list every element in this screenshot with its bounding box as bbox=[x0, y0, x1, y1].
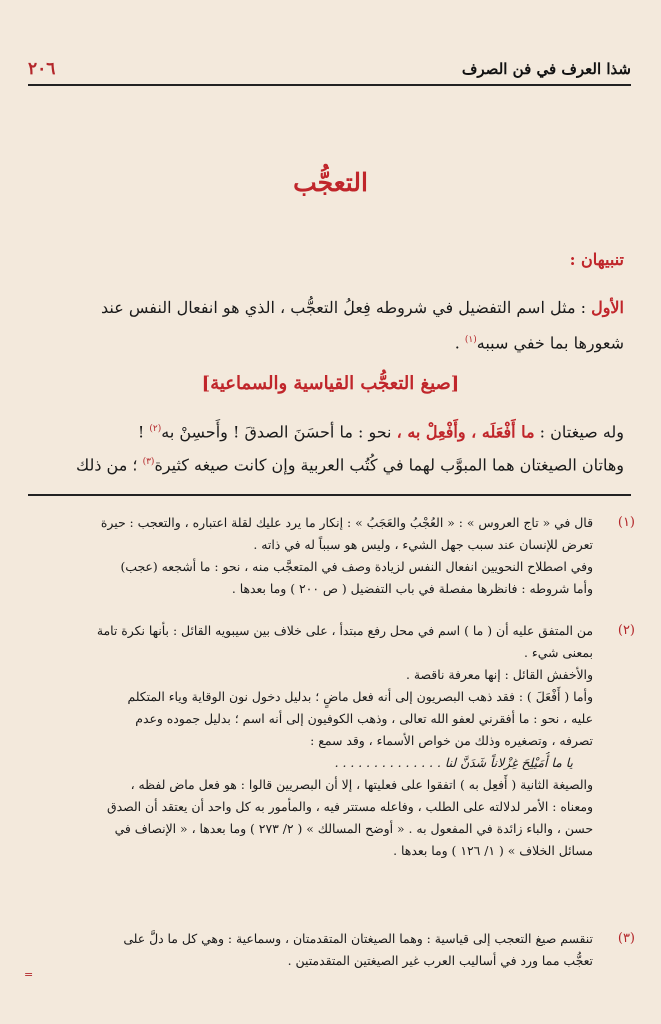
first-note-paragraph bbox=[24, 292, 624, 359]
footnote-3 bbox=[20, 928, 635, 972]
footnote-separator bbox=[28, 494, 631, 496]
body-line-1 bbox=[22, 414, 624, 447]
footnote-line: تصرفه ، وتصغيره وذلك من خواص الأسماء ، وقد سمع : bbox=[310, 733, 593, 748]
footnote-number: (١) bbox=[617, 515, 635, 530]
footnote-line: وفي اصطلاح النحويين انفعال النفس لزيادة وصف في المتعجَّب منه ، نحو : ما أشجعه (عجب) bbox=[120, 559, 593, 574]
footnote-number: (٣) bbox=[617, 931, 635, 946]
first-note-label: الأول bbox=[591, 298, 624, 317]
first-note-text-2: شعورها بما خفي سببه bbox=[476, 333, 624, 353]
footnote-line: بمعنى شيء . bbox=[523, 645, 593, 660]
footnote-ref-2[interactable]: (٢) bbox=[149, 424, 162, 434]
first-note-line-2 bbox=[24, 324, 624, 359]
footnote-line: حسن ، والباء زائدة في المفعول به . « أوضح المسالك » ( ٢/ ٢٧٣ ) وما بعدها ، « الإنصاف في bbox=[114, 821, 593, 836]
header-rule bbox=[28, 84, 631, 86]
verse-line: يا ما أُمَيْلِحَ غِزْلاناً شَدَنَّ لنا . . . . . . . . . . . . . . bbox=[334, 755, 573, 770]
body-line-2-end: ؛ من ذلك bbox=[75, 455, 143, 475]
running-header bbox=[28, 56, 631, 82]
notes-heading: تنبيهان : bbox=[569, 250, 624, 269]
footnote-1 bbox=[20, 512, 635, 600]
body-line-1-b: نحو : ما أحسَنَ الصدقَ ! وأَحسِنْ به bbox=[161, 422, 397, 442]
footnote-line: تنقسم صيغ التعجب إلى قياسية : وهما الصيغتان المتقدمتان ، وسماعية : وهي كل ما دلَّ على bbox=[123, 931, 593, 946]
first-note-line-1 bbox=[24, 292, 624, 324]
footnote-line: وأما ( أَفْعَلَ ) : فقد ذهب البصريون إلى أنه فعل ماضٍ ؛ بدليل دخول نون الوقاية وياء المتكلم bbox=[127, 689, 593, 704]
footnote-line: قال في « تاج العروس » : « العُجْبُ والعَجَبُ » : إنكار ما يرد عليك لقلة اعتباره ، والتعجب : حيرة bbox=[100, 515, 593, 530]
footnote-line: مسائل الخلاف » ( ١/ ١٢٦ ) وما بعدها . bbox=[393, 843, 593, 858]
margin-mark: = bbox=[24, 968, 34, 981]
footnote-line: والأخفش القائل : إنها معرفة ناقصة . bbox=[406, 667, 593, 682]
chapter-title: التعجُّب bbox=[293, 168, 368, 197]
footnote-number: (٢) bbox=[617, 623, 635, 638]
footnote-line: من المتفق عليه أن ( ما ) اسم في محل رفع مبتدأ ، على خلاف بين سيبويه القائل : بأنها نكرة تامة bbox=[96, 623, 593, 638]
running-title: شذا العرف في فن الصرف bbox=[461, 60, 631, 78]
footnote-ref-1[interactable]: (١) bbox=[464, 335, 477, 345]
footnote-2 bbox=[20, 620, 635, 862]
first-note-text: : مثل اسم التفضيل في شروطه فِعلُ التعجُّب ، الذي هو انفعال النفس عند bbox=[101, 298, 592, 317]
body-line-2 bbox=[22, 447, 624, 480]
footnote-line: عليه ، نحو : ما أفقرني لعفو الله تعالى ، وذهب الكوفيون إلى أنه اسم ؛ بدليل جموده وعدم bbox=[135, 711, 593, 726]
footnote-line: تعرض للإنسان عند سبب جهل الشيء ، وليس هو سبباً له في ذاته . bbox=[253, 537, 593, 552]
footnote-line: تعجُّب مما ورد في أساليب العرب غير الصيغتين المتقدمتين . bbox=[287, 953, 593, 968]
body-line-1-a: وله صيغتان : bbox=[534, 422, 624, 442]
section-heading: [صيغ التعجُّب القياسية والسماعية] bbox=[201, 373, 460, 394]
footnote-ref-3[interactable]: (٣) bbox=[142, 457, 155, 468]
footnote-line: وأما شروطه : فانظرها مفصلة في باب التفضيل ( ص ٢٠٠ ) وما بعدها . bbox=[231, 581, 593, 596]
body-line-2-text: وهاتان الصيغتان هما المبوَّب لهما في كُتُب العربية وإن كانت صيغه كثيرة bbox=[154, 455, 624, 475]
body-paragraph bbox=[22, 414, 624, 481]
footnote-line: والصيغة الثانية ( أَفعِل به ) اتفقوا على فعليتها ، إلا أن البصريين قالوا : هو فعل ماض لفظه ، bbox=[130, 777, 593, 792]
first-note-end: . bbox=[454, 333, 465, 353]
body-line-1-end: ! bbox=[137, 422, 150, 442]
body-forms: ما أَفْعَلَه ، وأَفْعِلْ به ، bbox=[396, 422, 535, 442]
footnote-line: ومعناه : الأمر لدلالته على الطلب ، وفاعله مستتر فيه ، والمأمور به كل واحد أن يعتقد أن الصدق bbox=[107, 799, 593, 814]
page-number: ٢٠٦ bbox=[28, 59, 56, 79]
